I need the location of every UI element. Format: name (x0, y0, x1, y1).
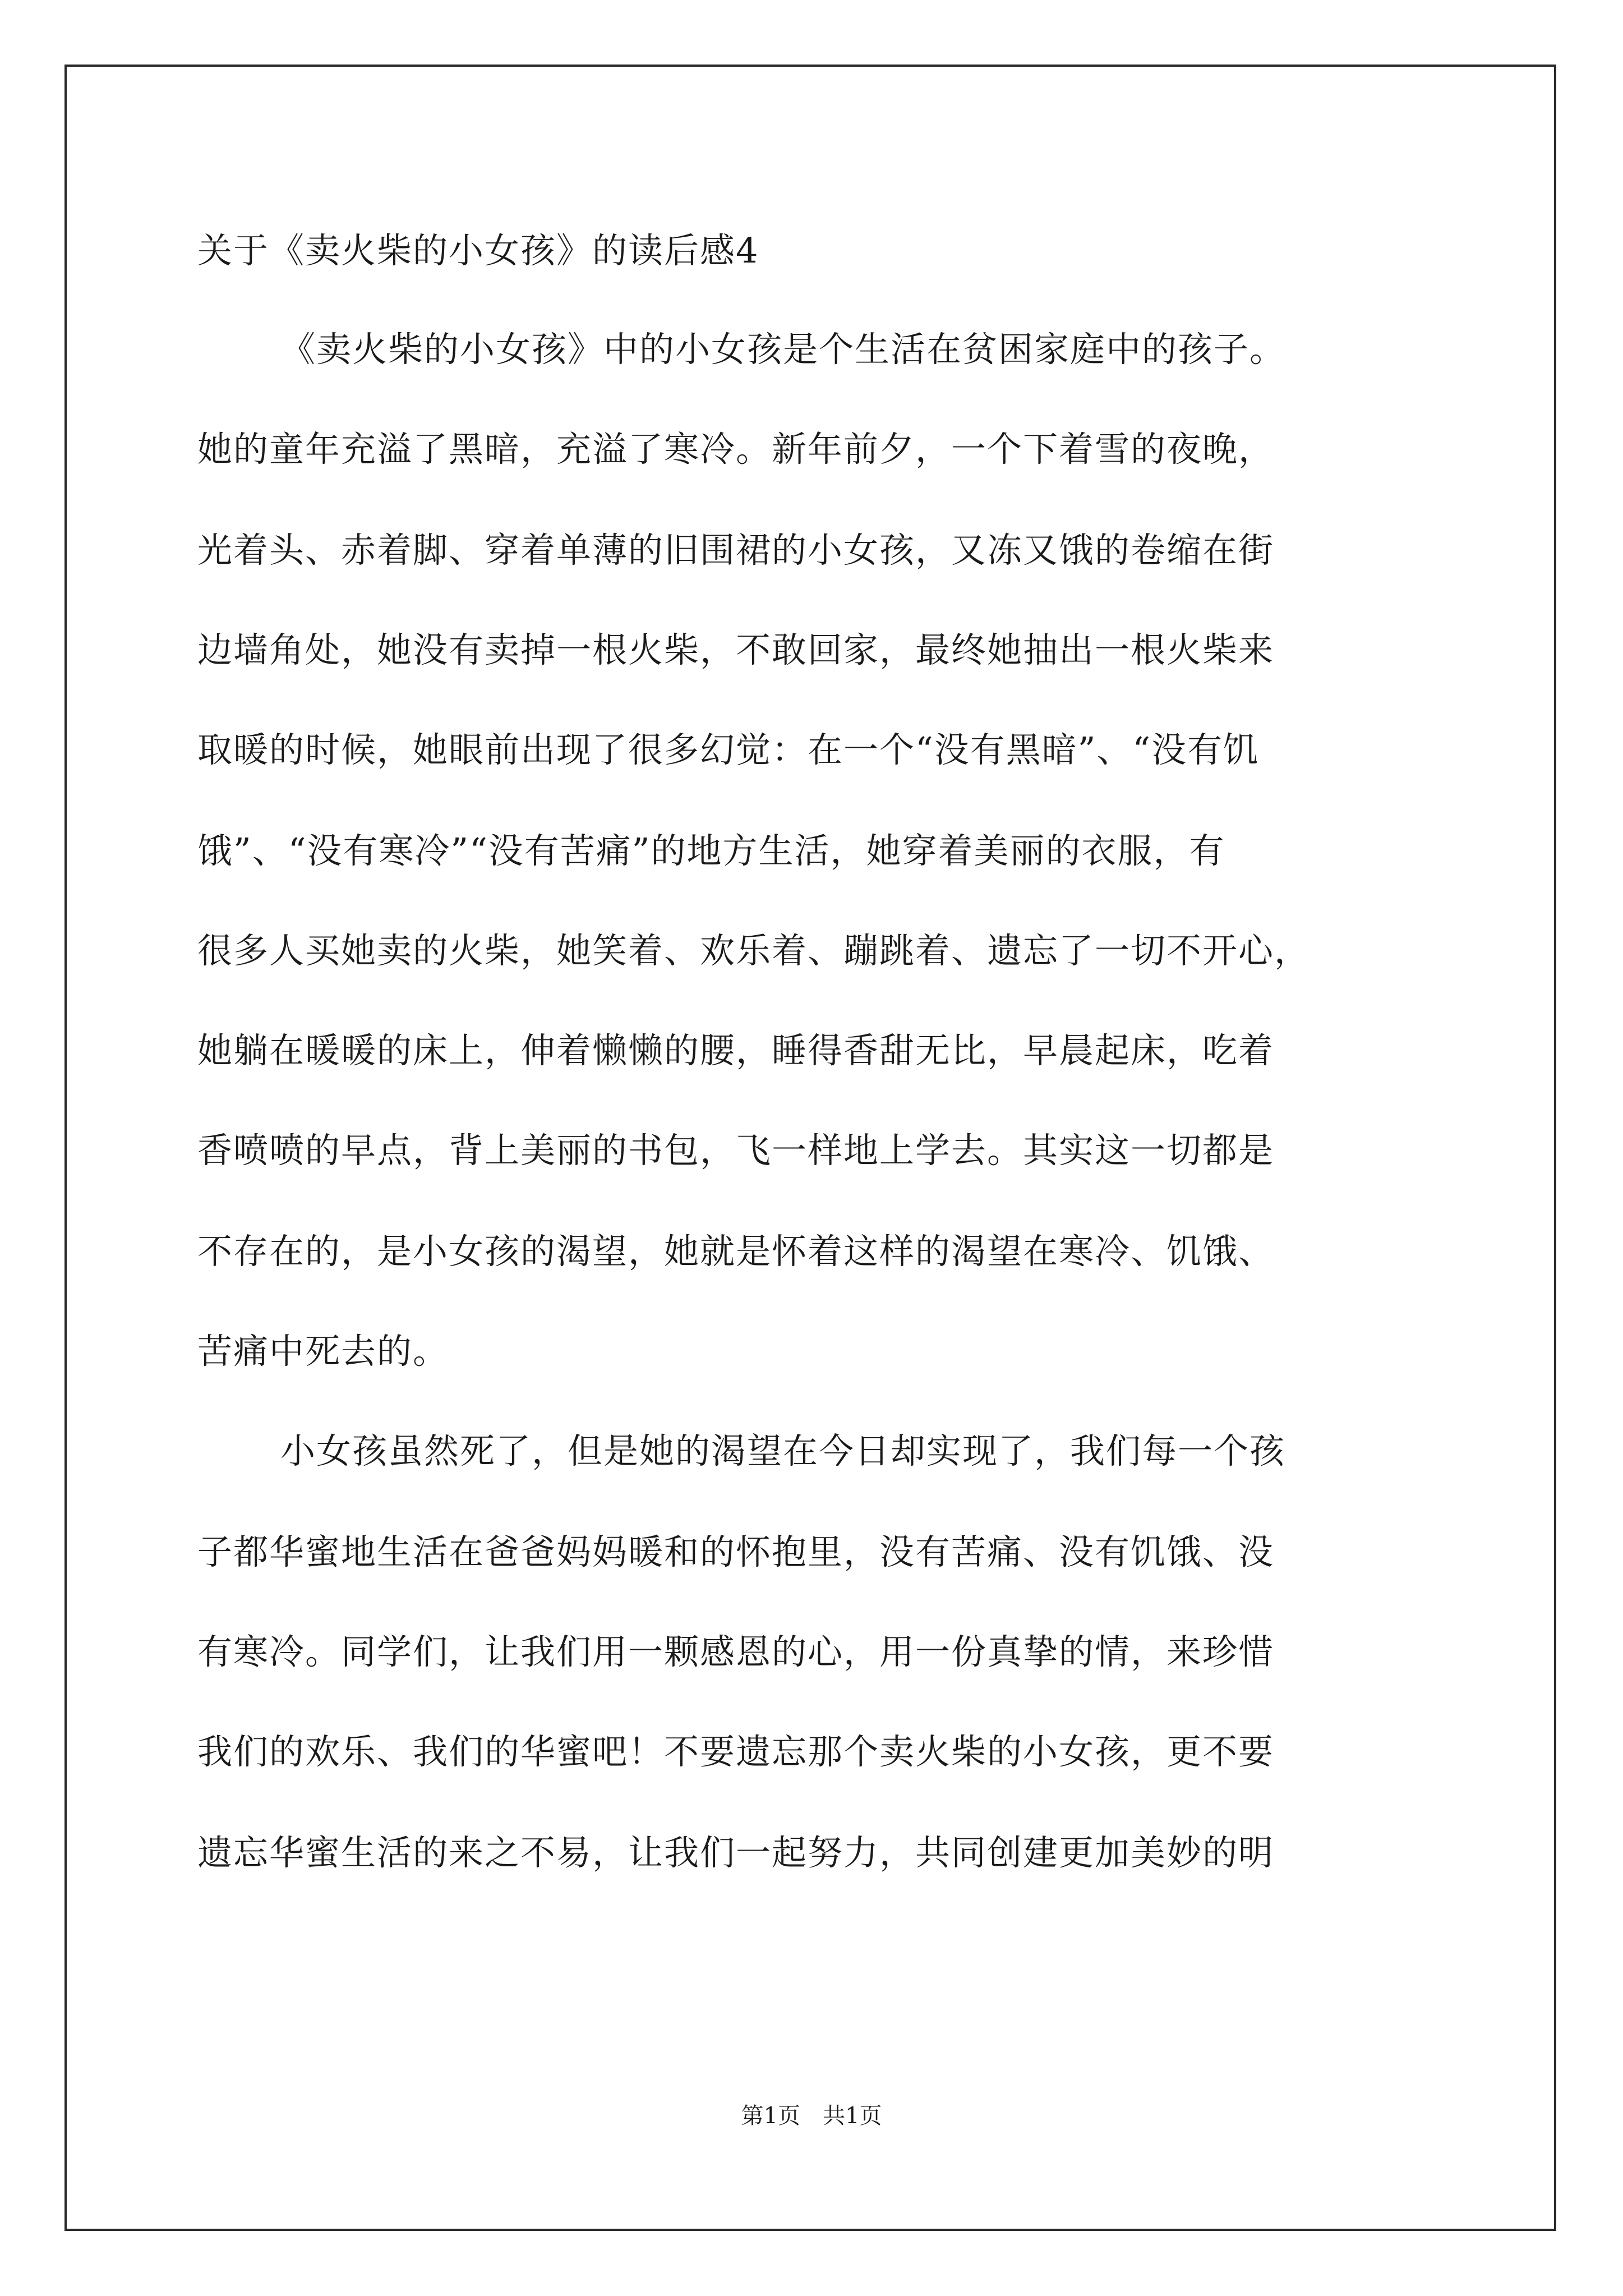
paragraph-1-line-2: 她的童年充溢了黑暗，充溢了寒冷。新年前夕，一个下着雪的夜晚， (197, 429, 1275, 470)
paragraph-1-line-8: 她躺在暖暖的床上，伸着懒懒的腰，睡得香甜无比，早晨起床，吃着 (197, 1030, 1275, 1071)
paragraph-1-line-11: 苦痛中死去的。 (197, 1331, 449, 1372)
paragraph-2-line-3: 有寒冷。同学们，让我们用一颗感恩的心，用一份真挚的情，来珍惜 (197, 1631, 1275, 1672)
paragraph-1-line-7: 很多人买她卖的火柴，她笑着、欢乐着、蹦跳着、遗忘了一切不开心， (197, 930, 1311, 971)
paragraph-1-line-1: 《卖火柴的小女孩》中的小女孩是个生活在贫困家庭中的孩子。 (280, 329, 1286, 370)
paragraph-1-line-6: 饿”、“没有寒冷”“没有苦痛”的地方生活，她穿着美丽的衣服，有 (197, 830, 1225, 871)
paragraph-1-line-3: 光着头、赤着脚、穿着单薄的旧围裙的小女孩，又冻又饿的卷缩在街 (197, 530, 1275, 570)
paragraph-1-line-10: 不存在的，是小女孩的渴望，她就是怀着这样的渴望在寒冷、饥饿、 (197, 1231, 1275, 1272)
paragraph-2-line-5: 遗忘华蜜生活的来之不易，让我们一起努力，共同创建更加美妙的明 (197, 1832, 1275, 1873)
paragraph-2-line-2: 子都华蜜地生活在爸爸妈妈暖和的怀抱里，没有苦痛、没有饥饿、没 (197, 1531, 1275, 1572)
document-title: 关于《卖火柴的小女孩》的读后感4 (197, 230, 759, 271)
paragraph-1-line-4: 边墙角处，她没有卖掉一根火柴，不敢回家，最终她抽出一根火柴来 (197, 629, 1275, 670)
paragraph-1-line-5: 取暖的时候，她眼前出现了很多幻觉：在一个“没有黑暗”、“没有饥 (197, 729, 1260, 770)
paragraph-1-line-9: 香喷喷的早点，背上美丽的书包，飞一样地上学去。其实这一切都是 (197, 1130, 1275, 1171)
page-footer: 第1页 共1页 (741, 2103, 882, 2129)
paragraph-2-line-4: 我们的欢乐、我们的华蜜吧！不要遗忘那个卖火柴的小女孩，更不要 (197, 1731, 1275, 1772)
paragraph-2-line-1: 小女孩虽然死了，但是她的渴望在今日却实现了，我们每一个孩 (280, 1430, 1286, 1471)
